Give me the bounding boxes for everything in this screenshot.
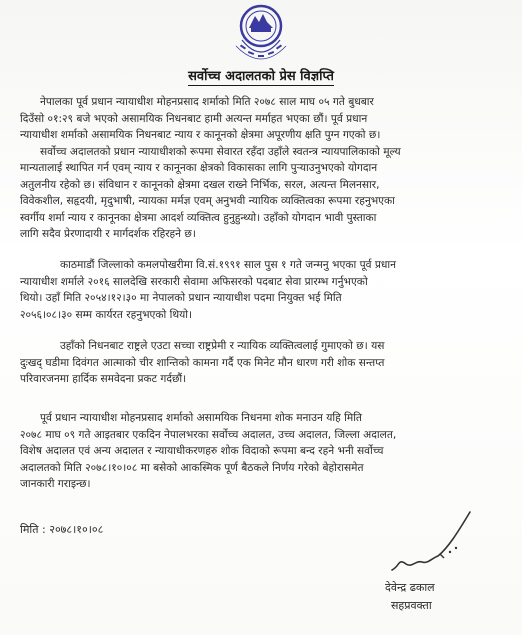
paragraph-line: पूर्व प्रधान न्यायाधीश मोहनप्रसाद शर्माको असामयिक निधनमा शोक मनाउन यहि मिति (40, 412, 362, 424)
paragraph-line: न्यायाधीश शर्माले २०१६ सालदेखि सरकारी सेवामा अफिसरको पदबाट सेवा प्रारम्भ गर्नुभएको (20, 275, 368, 288)
paragraph-line: काठमाडौं जिल्लाको कमलपोखरीमा वि.सं.१९९१ साल पुस १ गते जन्मनु भएका पूर्व प्रधान (60, 259, 397, 271)
paragraph-line: लागि सदैव प्रेरणादायी र मार्गदर्शक रहिरहने छ। (20, 228, 196, 240)
page-title (0, 66, 522, 84)
paragraph-3 (20, 338, 506, 388)
paragraph-line: स्वर्गीय शर्मा न्याय र कानूनका क्षेत्रमा आदर्श व्यक्तित्व हुनुहुन्थ्यो। उहाँको योगदान भावी पुस्ताका (20, 211, 377, 224)
paragraph-line: सर्वोच्च अदालतको प्रधान न्यायाधीशको रूपमा सेवारत रहँदा उहाँले स्वतन्त्र न्यायपालिकाको मूल्य (40, 145, 401, 158)
paragraph-line: परिवारजनमा हार्दिक समवेदना प्रकट गर्दछौं। (20, 373, 187, 385)
paragraph-line: अतुलनीय रहेको छ। संविधान र कानूनको क्षेत्रमा दखल राख्ने निर्भिक, सरल, अत्यन्त मिलनसार, (20, 178, 380, 191)
signer-block (385, 579, 495, 615)
paragraph-line: २०७८ माघ ०९ गते आइतबार एकदिन नेपालभरका सर्वोच्च अदालत, उच्च अदालत, जिल्ला अदालत, (20, 428, 397, 441)
paragraph-line: नेपालका पूर्व प्रधान न्यायाधीश मोहनप्रसाद शर्माको मिति २०७८ साल माघ ०५ गते बुधबार (40, 96, 374, 108)
paragraph-4 (20, 410, 506, 493)
paragraph-line: २०५६।०८।३० सम्म कार्यरत रहनुभएको थियो। (20, 308, 193, 321)
paragraph-line: थियो। उहाँ मिति २०५४।१२।३० मा नेपालको प्रधान न्यायाधीश पदमा नियुक्त भई मिति (20, 292, 342, 304)
paragraph-line: दुःखद् घडीमा दिवंगत आत्माको चीर शान्तिको कामना गर्दै एक मिनेट मौन धारण गरी शोक सन्तप्त (20, 356, 385, 369)
signature (388, 508, 478, 580)
page-title-text: सर्वोच्च अदालतको प्रेस विज्ञप्ति (188, 69, 334, 84)
supreme-court-emblem (222, 2, 300, 68)
paragraph-line: विवेकशील, सहृदयी, मृदुभाषी, न्यायका मर्मज्ञ एवम् अनुभवी न्यायिक व्यक्तित्वका रूपमा रहनुभएका (20, 195, 395, 207)
paragraph-line: न्यायाधीश शर्माको असामयिक निधनबाट न्याय र कानूनको क्षेत्रमा अपूरणीय क्षति पुग्न गएको छ। (20, 129, 381, 141)
signature-icon (388, 508, 478, 580)
signer-title: सहप्रवक्ता (391, 599, 432, 612)
paragraph-line: अदालतको मिति २०७८।१०।०८ मा बसेको आकस्मिक पूर्ण बैठकले निर्णय गरेको बेहोरासमेत (20, 461, 364, 474)
paragraph-1 (20, 94, 506, 243)
paragraph-line: दिउँसो ०१:२९ बजे भएको असामयिक निधनबाट हामी अत्यन्त मर्माहत भएका छौं। पूर्व प्रधान (20, 112, 368, 125)
paragraph-line: जानकारी गराइन्छ। (20, 478, 91, 490)
paragraph-line: विशेष अदालत एवं अन्य अदालत र न्यायाधीकरणहरु शोक विदाको रूपमा बन्द रहने भनी सर्वोच्च (20, 445, 384, 457)
paragraph-line: मान्यतालाई स्थापित गर्न एवम् न्याय र कानूनका क्षेत्रको विकासका लागि पुऱ्याउनुभएको योगदान (20, 162, 378, 174)
emblem-icon (222, 2, 300, 68)
signer-name: देवेन्द्र ढकाल (385, 581, 435, 594)
release-date: मिति : २०७८।१०।०८ (20, 523, 104, 536)
paragraph-2 (20, 257, 506, 323)
paragraph-line: उहाँको निधनबाट राष्ट्रले एउटा सच्चा राष्ट्रप्रेमी र न्यायिक व्यक्तित्वलाई गुमाएको छ। यस (60, 340, 385, 352)
